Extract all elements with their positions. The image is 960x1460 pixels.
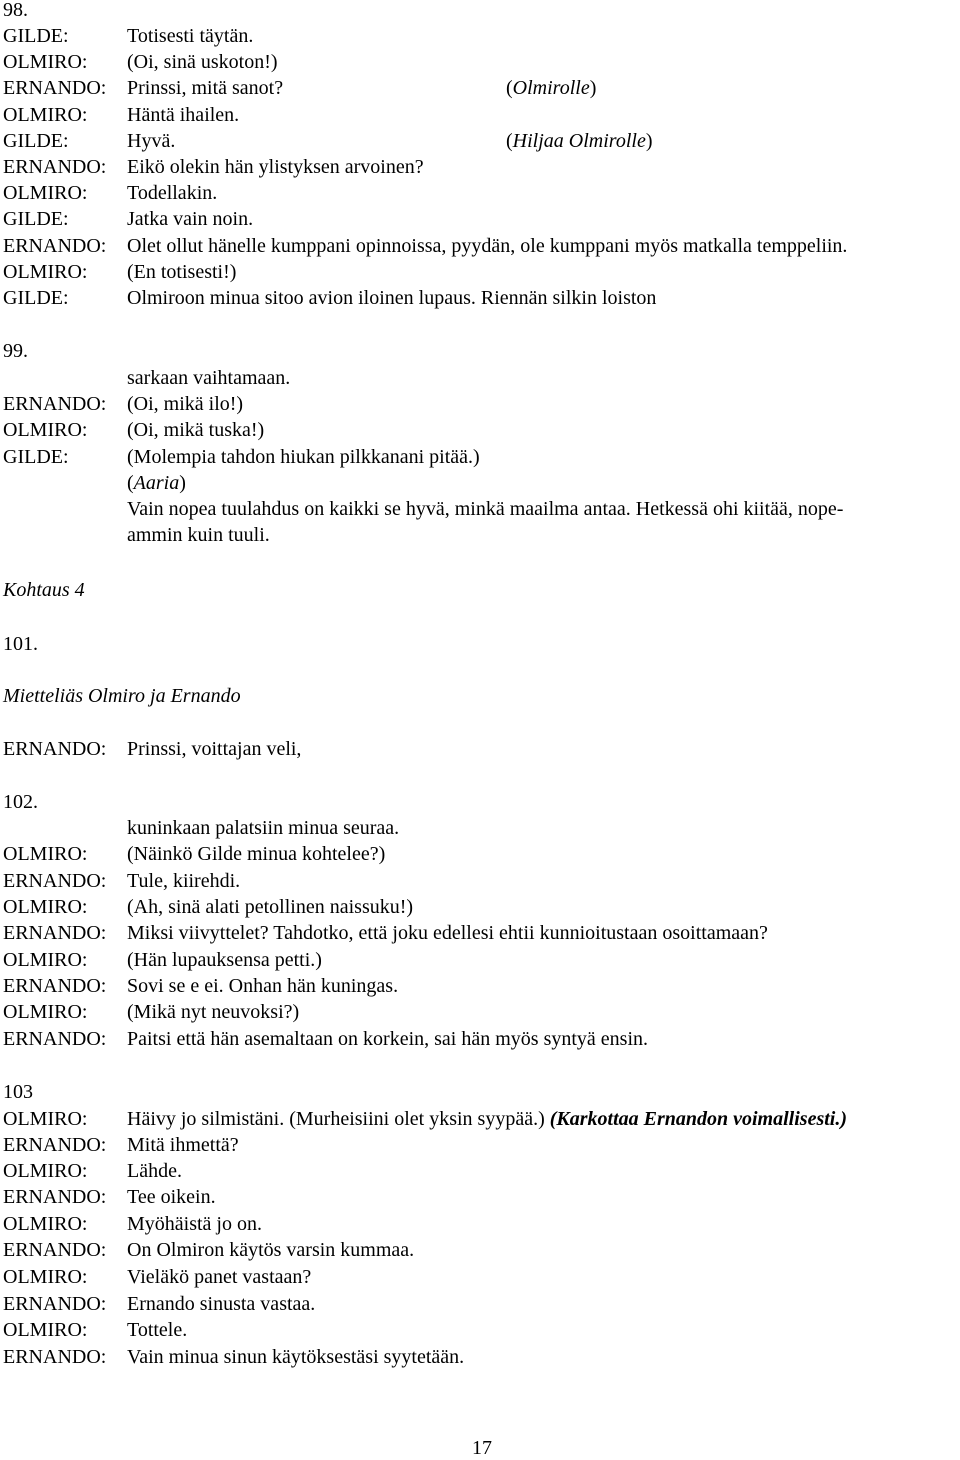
speaker-label: GILDE: <box>3 208 69 230</box>
speaker-label: GILDE: <box>3 446 69 468</box>
speaker-label: ERNANDO: <box>3 1346 107 1368</box>
speaker-label: OLMIRO: <box>3 419 88 441</box>
dialogue-text: (En totisesti!) <box>127 261 237 283</box>
speaker-label: OLMIRO: <box>3 104 88 126</box>
dialogue-text: (Oi, sinä uskoton!) <box>127 51 278 73</box>
speaker-label: OLMIRO: <box>3 896 88 918</box>
speaker-label: ERNANDO: <box>3 1186 107 1208</box>
speaker-label: OLMIRO: <box>3 1108 88 1130</box>
speaker-label: ERNANDO: <box>3 1293 107 1315</box>
speaker-label: ERNANDO: <box>3 922 107 944</box>
dialogue-text: (Näinkö Gilde minua kohtelee?) <box>127 843 386 865</box>
speaker-label: ERNANDO: <box>3 1239 107 1261</box>
scene-heading: Kohtaus 4 <box>3 579 85 601</box>
speaker-label: ERNANDO: <box>3 393 107 415</box>
dialogue-text: Vieläkö panet vastaan? <box>127 1266 312 1288</box>
dialogue-text: Häivy jo silmistäni. (Murheisiini olet yksin syypää.) (Karkottaa Ernandon voimallisesti.) <box>127 1108 847 1130</box>
dialogue-text: Mitä ihmettä? <box>127 1134 239 1156</box>
dialogue-text: (Oi, mikä ilo!) <box>127 393 244 415</box>
dialogue-text: Olet ollut hänelle kumppani opinnoissa, pyydän, ole kumppani myös matkalla temppeliin. <box>127 235 848 257</box>
dialogue-text: Vain nopea tuulahdus on kaikki se hyvä, minkä maailma antaa. Hetkessä ohi kiitää, nope- <box>127 498 844 520</box>
dialogue-text: Häntä ihailen. <box>127 104 240 126</box>
section-number-101: 101. <box>3 633 38 655</box>
speaker-label: GILDE: <box>3 287 69 309</box>
dialogue-text: Prinssi, mitä sanot? <box>127 77 284 99</box>
dialogue-text: Lähde. <box>127 1160 182 1182</box>
aria-label: (Aaria) <box>127 472 186 494</box>
dialogue-text: Tee oikein. <box>127 1186 216 1208</box>
speaker-label: OLMIRO: <box>3 1160 88 1182</box>
dialogue-text: Jatka vain noin. <box>127 208 254 230</box>
stage-direction: Mietteliäs Olmiro ja Ernando <box>3 685 241 707</box>
dialogue-text: ammin kuin tuuli. <box>127 524 270 546</box>
speaker-label: OLMIRO: <box>3 843 88 865</box>
dialogue-text: Olmiroon minua sitoo avion iloinen lupaus. Riennän silkin loiston <box>127 287 657 309</box>
section-number-103: 103 <box>3 1081 33 1103</box>
speaker-label: OLMIRO: <box>3 949 88 971</box>
dialogue-text: (Ah, sinä alati petollinen naissuku!) <box>127 896 414 918</box>
dialogue-text: Ernando sinusta vastaa. <box>127 1293 316 1315</box>
section-number-98: 98. <box>3 0 28 21</box>
speaker-label: ERNANDO: <box>3 870 107 892</box>
speaker-label: OLMIRO: <box>3 1213 88 1235</box>
dialogue-text: Sovi se e ei. Onhan hän kuningas. <box>127 975 399 997</box>
dialogue-text: Prinssi, voittajan veli, <box>127 738 302 760</box>
speaker-label: OLMIRO: <box>3 1319 88 1341</box>
speaker-label: OLMIRO: <box>3 182 88 204</box>
dialogue-text: Tule, kiirehdi. <box>127 870 241 892</box>
speaker-label: ERNANDO: <box>3 77 107 99</box>
dialogue-text: (Mikä nyt neuvoksi?) <box>127 1001 300 1023</box>
stage-direction: (Hiljaa Olmirolle) <box>506 130 653 152</box>
dialogue-text: Totisesti täytän. <box>127 25 254 47</box>
dialogue-text: (Oi, mikä tuska!) <box>127 419 265 441</box>
dialogue-text: Todellakin. <box>127 182 218 204</box>
speaker-label: ERNANDO: <box>3 975 107 997</box>
dialogue-text: Miksi viivyttelet? Tahdotko, että joku edellesi ehtii kunnioitustaan osoittamaan? <box>127 922 768 944</box>
stage-direction: (Karkottaa Ernandon voimallisesti.) <box>549 1108 847 1130</box>
speaker-label: ERNANDO: <box>3 156 107 178</box>
speaker-label: GILDE: <box>3 130 69 152</box>
dialogue-text: Eikö olekin hän ylistyksen arvoinen? <box>127 156 424 178</box>
speaker-label: OLMIRO: <box>3 51 88 73</box>
dialogue-text: On Olmiron käytös varsin kummaa. <box>127 1239 415 1261</box>
dialogue-text: Myöhäistä jo on. <box>127 1213 262 1235</box>
speaker-label: ERNANDO: <box>3 1028 107 1050</box>
speaker-label: ERNANDO: <box>3 1134 107 1156</box>
speaker-label: OLMIRO: <box>3 261 88 283</box>
dialogue-text: (Molempia tahdon hiukan pilkkanani pitää.) <box>127 446 480 468</box>
dialogue-text: Hyvä. <box>127 130 176 152</box>
page-number: 17 <box>472 1437 492 1459</box>
dialogue-text: kuninkaan palatsiin minua seuraa. <box>127 817 400 839</box>
speaker-label: ERNANDO: <box>3 738 107 760</box>
section-number-102: 102. <box>3 791 38 813</box>
stage-direction: (Olmirolle) <box>506 77 597 99</box>
speaker-label: OLMIRO: <box>3 1266 88 1288</box>
dialogue-text: Paitsi että hän asemaltaan on korkein, sai hän myös syntyä ensin. <box>127 1028 648 1050</box>
dialogue-text: Vain minua sinun käytöksestäsi syytetään. <box>127 1346 465 1368</box>
dialogue-text: sarkaan vaihtamaan. <box>127 367 291 389</box>
dialogue-text: (Hän lupauksensa petti.) <box>127 949 322 971</box>
speaker-label: ERNANDO: <box>3 235 107 257</box>
speaker-label: GILDE: <box>3 25 69 47</box>
dialogue-text: Tottele. <box>127 1319 188 1341</box>
section-number-99: 99. <box>3 340 28 362</box>
speaker-label: OLMIRO: <box>3 1001 88 1023</box>
